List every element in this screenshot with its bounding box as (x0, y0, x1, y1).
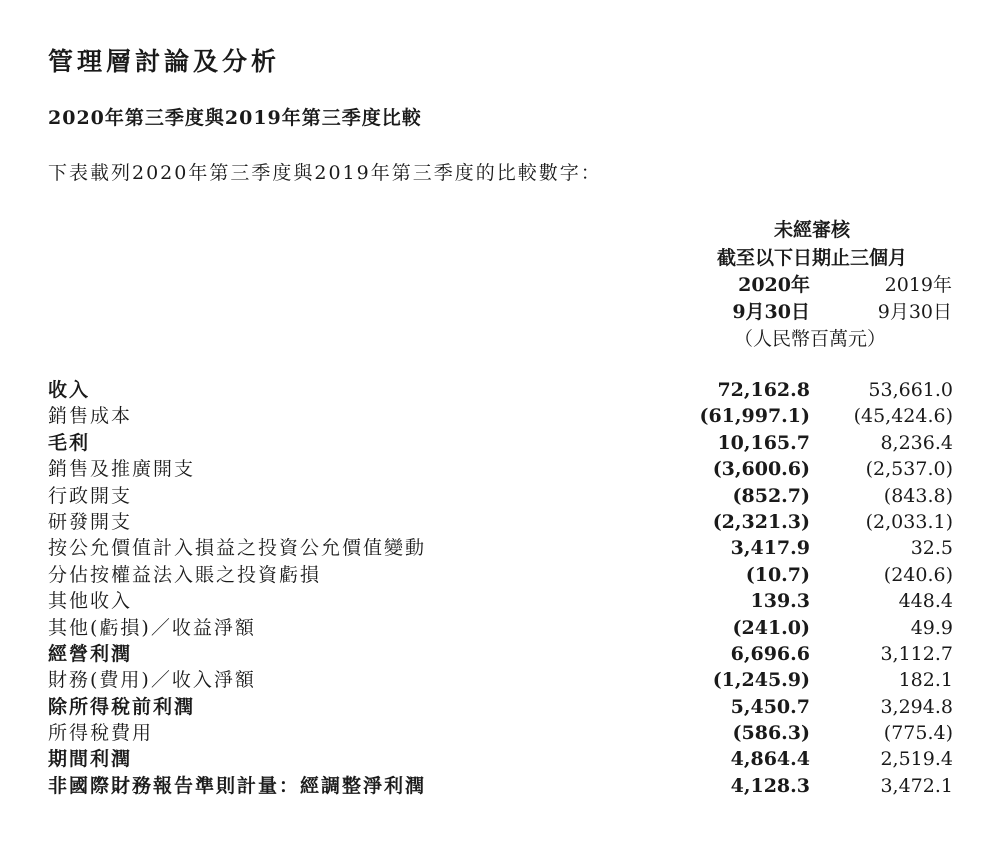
value-2019: (45,424.6) (853, 405, 953, 428)
value-2019: (2,033.1) (865, 510, 953, 533)
table-row (48, 694, 953, 720)
row-label: 經營利潤 (48, 642, 133, 665)
value-2019: (2,537.0) (865, 458, 953, 481)
value-2019: 8,236.4 (880, 431, 953, 454)
row-label: 期間利潤 (48, 748, 133, 771)
value-2019: 2,519.4 (880, 748, 953, 771)
table-row (48, 588, 953, 614)
table-row (48, 562, 953, 588)
table-row (48, 615, 953, 641)
unit-header: （人民幣百萬元） (733, 328, 886, 350)
value-2020: (1,245.9) (712, 669, 810, 692)
section-subtitle: 2020年第三季度與2019年第三季度比較 (48, 107, 422, 129)
table-row (48, 377, 953, 403)
row-label: 財務(費用)／收入淨額 (48, 669, 256, 692)
row-label: 其他收入 (48, 590, 133, 613)
intro-text: 下表載列2020年第三季度與2019年第三季度的比較數字： (48, 162, 602, 184)
row-label: 分佔按權益法入賬之投資虧損 (48, 563, 322, 586)
value-2019: 3,112.7 (880, 642, 953, 665)
value-2019: 448.4 (898, 590, 953, 613)
value-2020: 139.3 (750, 590, 810, 613)
value-2019: (843.8) (883, 484, 953, 507)
year-2019-header: 2019年 (884, 274, 952, 296)
row-label: 銷售及推廣開支 (48, 458, 196, 481)
value-2020: 5,450.7 (730, 695, 810, 718)
value-2020: (586.3) (732, 722, 810, 745)
value-2020: 4,128.3 (730, 774, 810, 797)
year-2020-header: 2020年 (738, 274, 810, 296)
value-2020: 3,417.9 (730, 537, 810, 560)
row-label: 其他(虧損)／收益淨額 (48, 616, 256, 639)
value-2019: (240.6) (883, 563, 953, 586)
table-row (48, 773, 953, 799)
table-row (48, 456, 953, 482)
row-label: 非國際財務報告準則計量：經調整淨利潤 (48, 774, 427, 797)
audit-header: 未經審核 (773, 219, 850, 241)
table-row (48, 535, 953, 561)
value-2019: 3,472.1 (880, 774, 953, 797)
period-header: 截至以下日期止三個月 (716, 247, 907, 269)
table-row (48, 746, 953, 772)
row-label: 所得稅費用 (48, 722, 154, 745)
value-2020: (2,321.3) (712, 510, 810, 533)
value-2020: (10.7) (745, 563, 810, 586)
row-label: 研發開支 (48, 510, 133, 533)
value-2019: 49.9 (910, 616, 953, 639)
value-2019: 53,661.0 (868, 379, 953, 401)
table-row (48, 403, 953, 429)
row-label: 按公允價值計入損益之投資公允價值變動 (48, 537, 427, 560)
table-row (48, 667, 953, 693)
row-label: 銷售成本 (48, 405, 133, 428)
value-2020: (61,997.1) (699, 405, 810, 428)
page-title: 管理層討論及分析 (48, 47, 281, 76)
row-label: 毛利 (48, 431, 91, 454)
table-row (48, 509, 953, 535)
table-row (48, 720, 953, 746)
value-2020: 6,696.6 (730, 642, 810, 665)
value-2019: (775.4) (883, 722, 953, 745)
row-label: 收入 (48, 379, 91, 401)
value-2019: 32.5 (910, 537, 953, 560)
value-2020: (241.0) (732, 616, 810, 639)
value-2020: 4,864.4 (730, 748, 810, 771)
row-label: 除所得稅前利潤 (48, 695, 196, 718)
financial-table (48, 377, 953, 799)
value-2020: (3,600.6) (712, 458, 810, 481)
date-2020-header: 9月30日 (732, 301, 810, 323)
value-2020: (852.7) (732, 484, 810, 507)
table-row (48, 430, 953, 456)
table-row (48, 483, 953, 509)
value-2020: 10,165.7 (717, 431, 810, 454)
value-2020: 72,162.8 (717, 379, 810, 401)
value-2019: 182.1 (898, 669, 953, 692)
table-row (48, 641, 953, 667)
row-label: 行政開支 (48, 484, 133, 507)
date-2019-header: 9月30日 (877, 301, 952, 323)
value-2019: 3,294.8 (880, 695, 953, 718)
